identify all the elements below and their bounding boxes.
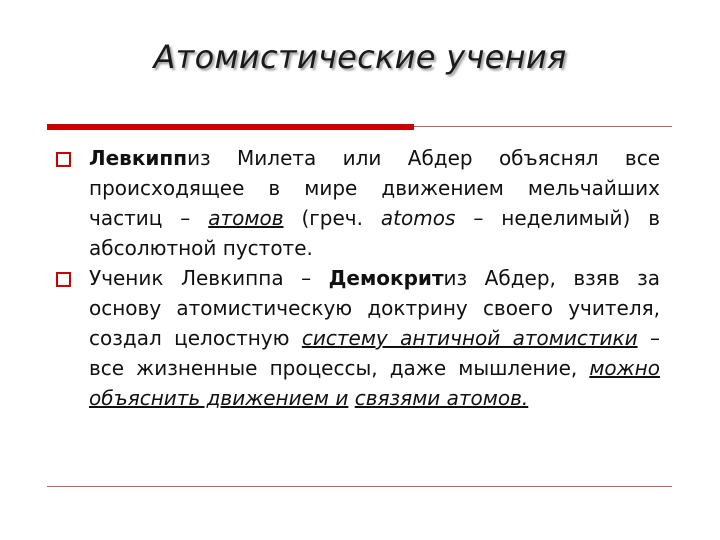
slide-body — [54, 143, 660, 413]
text-segment: – все жизненные процессы, даже мышление, — [89, 326, 661, 380]
title-underline — [47, 124, 672, 130]
text-segment: Ученик Левкиппа – — [89, 266, 329, 290]
footer-rule — [47, 486, 672, 487]
text-segment: – неделимый) в абсолютной пустоте. — [89, 206, 660, 260]
text-segment: из Милета или Абдер объяснял все происходящее в мире движением мельчайших частиц – — [89, 146, 660, 230]
hollow-square-bullet-icon — [56, 152, 71, 167]
name-democritus: Демокрит — [328, 266, 444, 290]
text-segment: (греч. — [283, 206, 381, 230]
title-underline-red-bar — [47, 124, 414, 130]
phrase-atom-bonds: связями атомов. — [354, 386, 529, 410]
text-segment: из Абдер, взяв за основу атомистическую доктрину своего учителя, создал целостную — [89, 266, 660, 350]
bullet-item-leucippus — [54, 143, 660, 263]
term-atomos: atomos — [380, 206, 456, 230]
hollow-square-bullet-icon — [56, 272, 71, 287]
phrase-can-be-explained: можно объяснить движением и — [89, 356, 660, 410]
bullet-item-democritus — [54, 263, 660, 413]
term-ancient-atomism: систему античной атомистики — [301, 326, 638, 350]
name-leucippus: Левкипп — [89, 146, 188, 170]
title-underline-thin-line — [414, 126, 672, 127]
term-atoms: атомов — [208, 206, 284, 230]
slide-title: Атомистические учения — [153, 38, 567, 76]
